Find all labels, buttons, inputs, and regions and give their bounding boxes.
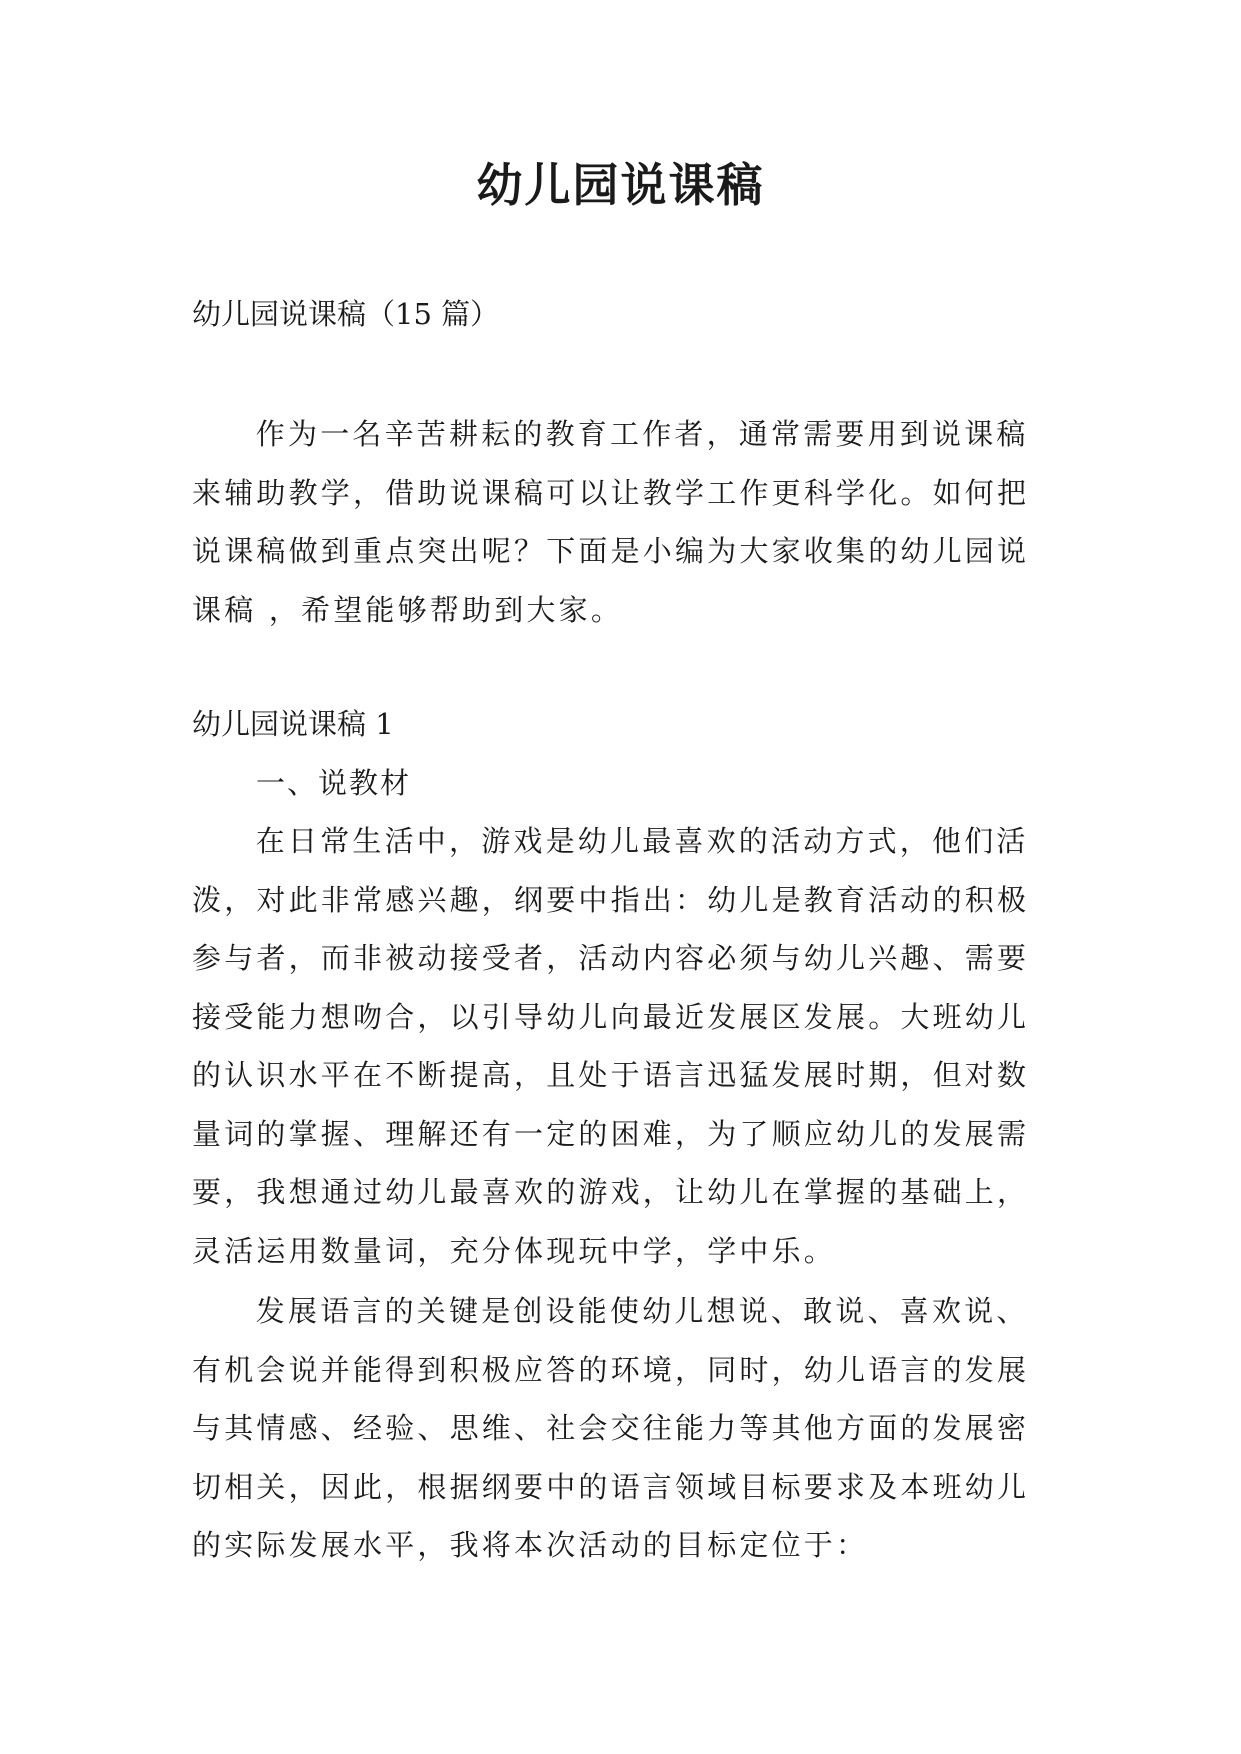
document-subtitle: 幼儿园说课稿（15 篇）	[192, 297, 500, 331]
section-heading: 幼儿园说课稿 1	[192, 707, 394, 741]
body-paragraph-2: 发展语言的关键是创设能使幼儿想说、敢说、喜欢说、有机会说并能得到积极应答的环境，同时，幼儿语言的发展与其情感、经验、思维、社会交往能力等其他方面的发展密切相关，因此，根据纲要中的语言领域目标要求及本班幼儿的实际发展水平，我将本次活动的目标定位于：	[192, 1294, 1030, 1562]
body-paragraph-1: 在日常生活中，游戏是幼儿最喜欢的活动方式，他们活泼，对此非常感兴趣，纲要中指出：幼儿是教育活动的积极参与者，而非被动接受者，活动内容必须与幼儿兴趣、需要接受能力想吻合，以引导幼儿向最近发展区发展。大班幼儿的认识水平在不断提高，且处于语言迅猛发展时期，但对数量词的掌握、理解还有一定的困难，为了顺应幼儿的发展需要，我想通过幼儿最喜欢的游戏，让幼儿在掌握的基础上，灵活运用数量词，充分体现玩中学，学中乐。	[192, 824, 1030, 1268]
document-title: 幼儿园说课稿	[476, 158, 765, 212]
intro-paragraph: 作为一名辛苦耕耘的教育工作者，通常需要用到说课稿来辅助教学，借助说课稿可以让教学工作更科学化。如何把说课稿做到重点突出呢？下面是小编为大家收集的幼儿园说课稿 ，希望能够帮助到大家。	[192, 417, 1030, 627]
subsection-heading: 一、说教材	[256, 766, 412, 800]
